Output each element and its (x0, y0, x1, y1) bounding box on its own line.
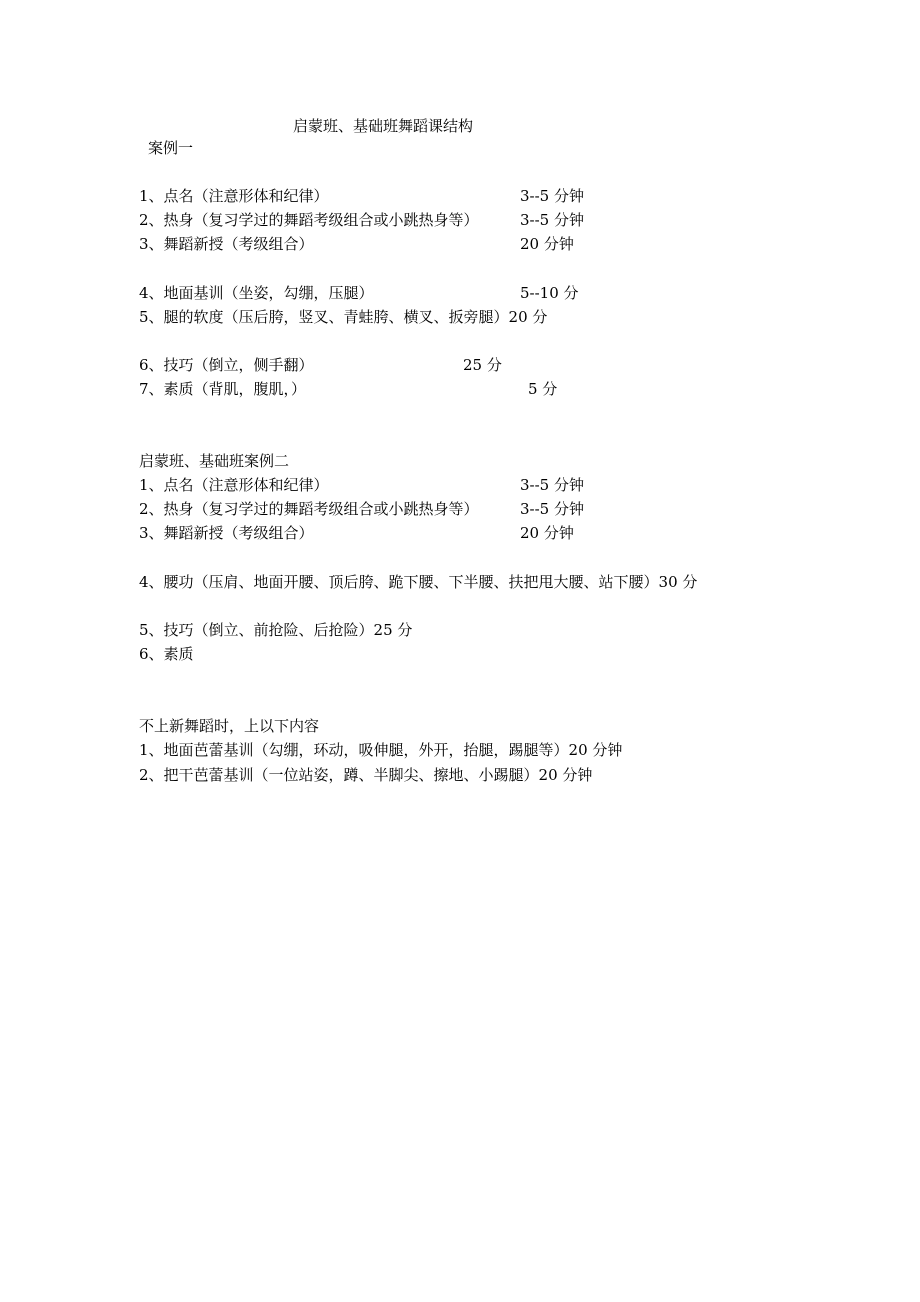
case1-item-6-time: 25 分 (463, 356, 502, 374)
case1-item-7-time: 5 分 (528, 380, 558, 398)
case1-item-5: 5、腿的软度（压后胯，竖叉、青蛙胯、横叉、扳旁腿）20 分 (139, 308, 548, 326)
case1-item-1: 1、点名（注意形体和纪律） (139, 187, 329, 205)
case2-item-2-time: 3--5 分钟 (520, 500, 584, 518)
case2-item-4: 4、腰功（压肩、地面开腰、顶后胯、跪下腰、下半腰、扶把甩大腰、站下腰）30 分 (139, 573, 698, 591)
alt-item-2: 2、把干芭蕾基训（一位站姿，蹲、半脚尖、擦地、小踢腿）20 分钟 (139, 766, 593, 784)
case1-item-4: 4、地面基训（坐姿，勾绷，压腿） (139, 284, 374, 302)
case1-item-3-time: 20 分钟 (520, 235, 574, 253)
alt-heading: 不上新舞蹈时，上以下内容 (139, 717, 320, 735)
case1-item-2: 2、热身（复习学过的舞蹈考级组合或小跳热身等） (139, 211, 479, 229)
case1-item-4-time: 5--10 分 (520, 284, 579, 302)
case1-item-1-time: 3--5 分钟 (520, 187, 584, 205)
case2-item-1-time: 3--5 分钟 (520, 476, 584, 494)
case2-item-6: 6、素质 (139, 645, 194, 663)
case2-item-3: 3、舞蹈新授（考级组合） (139, 524, 314, 542)
case2-item-3-time: 20 分钟 (520, 524, 574, 542)
document-title: 启蒙班、基础班舞蹈课结构 (293, 117, 474, 135)
case1-item-2-time: 3--5 分钟 (520, 211, 584, 229)
case1-item-3: 3、舞蹈新授（考级组合） (139, 235, 314, 253)
case1-item-6: 6、技巧（倒立，侧手翻） (139, 356, 314, 374)
case1-item-7: 7、素质（背肌，腹肌，） (139, 380, 307, 398)
case2-item-5: 5、技巧（倒立、前抢险、后抢险）25 分 (139, 621, 413, 639)
case1-heading: 案例一 (148, 139, 194, 157)
alt-item-1: 1、地面芭蕾基训（勾绷，环动，吸伸腿，外开，抬腿，踢腿等）20 分钟 (139, 741, 623, 759)
case2-item-2: 2、热身（复习学过的舞蹈考级组合或小跳热身等） (139, 500, 479, 518)
case2-heading: 启蒙班、基础班案例二 (139, 452, 290, 470)
case2-item-1: 1、点名（注意形体和纪律） (139, 476, 329, 494)
